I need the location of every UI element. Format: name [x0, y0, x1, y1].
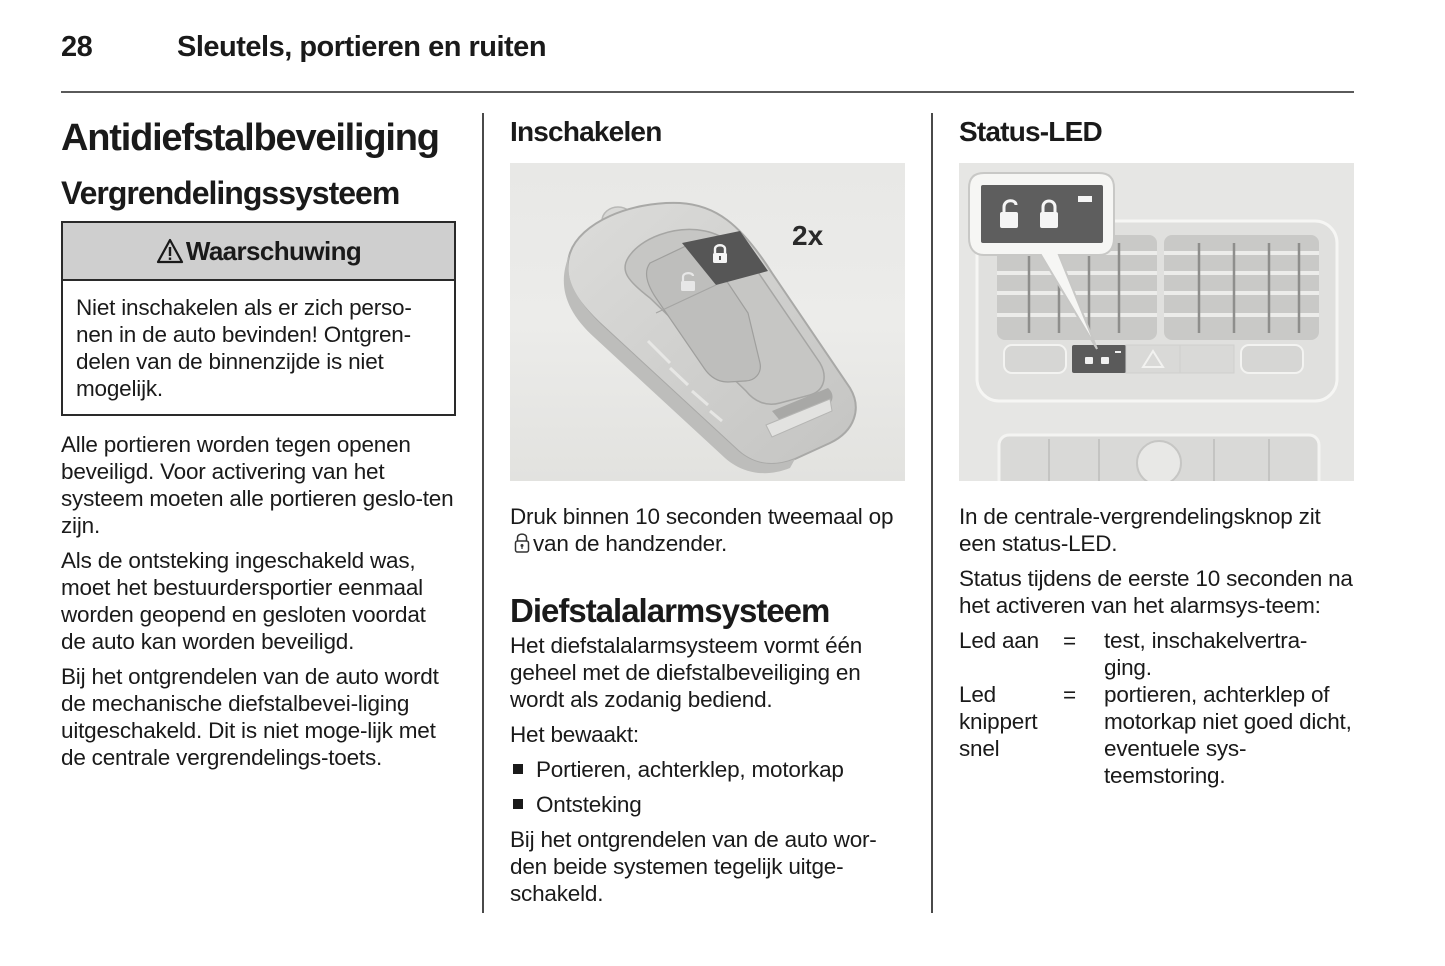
paragraph: Als de ontsteking ingeschakeld was, moet het bestuurdersportier eenmaal worden geopend en gesloten voordat de auto kan worden beveiligd. — [61, 548, 426, 654]
header-rule — [61, 91, 1354, 93]
column-activation — [510, 113, 905, 907]
console-led-illustration — [959, 163, 1354, 481]
column-divider — [482, 113, 484, 913]
warning-label: Waarschuwing — [185, 235, 362, 266]
section-title-inschakelen: Inschakelen — [510, 116, 662, 147]
led-state: Led knippert snel — [959, 682, 1038, 761]
paragraph: Het bewaakt: — [510, 722, 639, 747]
led-meaning: portieren, achterklep of motorkap niet goed dicht, eventuele sys-teemstoring. — [1104, 682, 1352, 788]
chapter-title: Sleutels, portieren en ruiten — [177, 31, 547, 63]
led-status-table — [959, 627, 1354, 789]
led-state: Led aan — [959, 628, 1039, 653]
column-divider — [931, 113, 933, 913]
key-fob-illustration — [510, 163, 905, 481]
press-count-label: 2x — [792, 220, 824, 251]
equals-sign: = — [1063, 682, 1076, 707]
section-title-alarm: Diefstalalarmsysteem — [510, 592, 830, 629]
section-title-antidiefstal: Antidiefstalbeveiliging — [61, 117, 439, 159]
central-lock-button — [1072, 345, 1126, 373]
led-status-row — [959, 627, 1354, 681]
warning-box — [61, 221, 456, 416]
bullet-item: Portieren, achterklep, motorkap — [510, 756, 905, 783]
warning-header — [63, 223, 454, 281]
bullet-square-icon — [513, 764, 523, 774]
led-meaning: test, inschakelvertra-ging. — [1104, 628, 1308, 680]
status-led-indicator — [1078, 196, 1092, 202]
bullet-square-icon — [513, 799, 523, 809]
paragraph: Status tijdens de eerste 10 seconden na het activeren van het alarmsys-teem: — [959, 566, 1353, 618]
equals-sign: = — [1063, 628, 1076, 653]
paragraph: Bij het ontgrendelen van de auto wordt de mechanische diefstalbevei-liging uitgeschakeld. Dit is niet moge-lijk met de centrale vergrendelings-toets. — [61, 664, 439, 770]
paragraph: Het diefstalalarmsysteem vormt één geheel met de diefstalbeveiliging en wordt als zodanig bediend. — [510, 633, 863, 712]
lock-icon — [514, 532, 530, 553]
key-fob-drawing — [510, 163, 905, 481]
instruction-text: Druk binnen 10 seconden tweemaal opvan de handzender. — [510, 504, 894, 556]
warning-text: Niet inschakelen als er zich perso-nen in de auto bevinden! Ontgren-delen van de binnenzijde is niet mogelijk. — [76, 295, 412, 401]
page-header — [61, 28, 1354, 68]
console-drawing — [959, 163, 1354, 481]
paragraph: In de centrale-vergrendelingsknop zit een status-LED. — [959, 504, 1321, 556]
bullet-item: Ontsteking — [510, 791, 905, 818]
warning-triangle-icon — [156, 238, 184, 264]
paragraph: Alle portieren worden tegen openen beveiligd. Voor activering van het systeem moeten alle portieren geslo-ten zijn. — [61, 432, 454, 538]
paragraph: Bij het ontgrendelen van de auto wor-den beide systemen tegelijk uitge-schakeld. — [510, 827, 877, 906]
column-status-led — [959, 113, 1354, 789]
column-anti-theft — [61, 113, 456, 771]
subsection-title-vergrendeling: Vergrendelingssysteem — [61, 175, 400, 211]
section-title-status-led: Status-LED — [959, 116, 1102, 147]
page-number: 28 — [61, 31, 93, 63]
led-status-row — [959, 681, 1354, 789]
